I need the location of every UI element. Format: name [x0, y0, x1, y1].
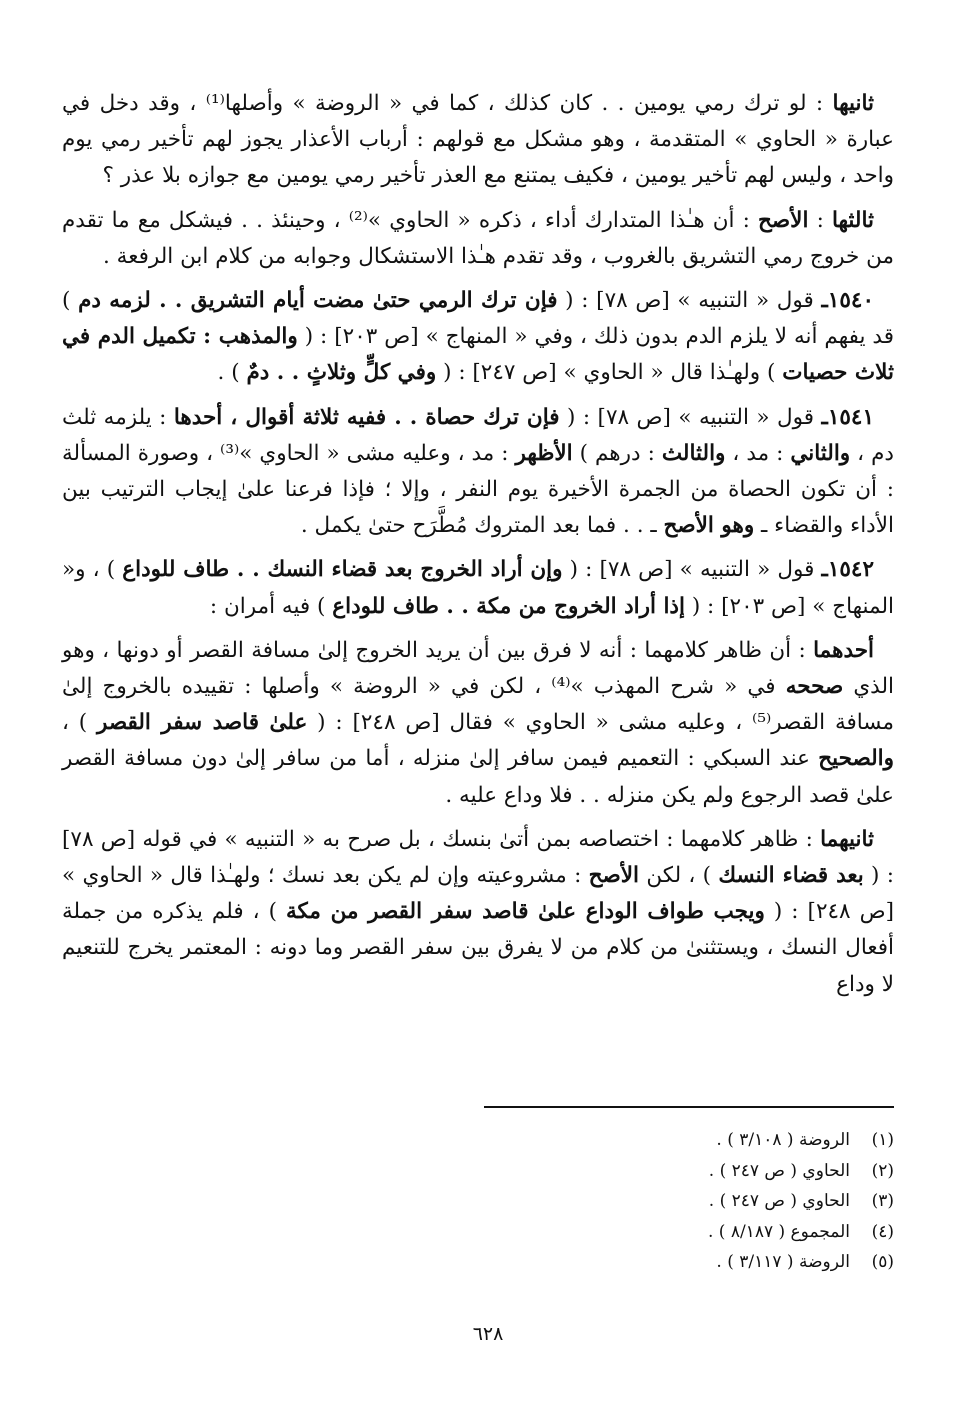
paragraph-text: ) ، لكن — [639, 863, 719, 889]
bold-quote: وإن أراد الخروج بعد قضاء النسك . . طاف للوداع — [122, 557, 563, 583]
footnotes — [534, 1125, 894, 1278]
footnote — [534, 1186, 894, 1217]
main-text — [62, 86, 894, 1011]
paragraph-text: : ظاهر كلامهما : اختصاصه بمن أتىٰ بنسك ، بل صرح به « التنبيه » في قوله [ص ٧٨] : ( — [62, 826, 894, 889]
paragraph-text: قول « التنبيه » [ص ٧٨] : ( — [559, 404, 822, 430]
separator: : — [808, 207, 832, 233]
paragraph-text: : مد ، — [725, 440, 791, 466]
footnote-separator — [484, 1106, 894, 1108]
bold-quote: فإن ترك حصاة . . ففيه ثلاثة أقوال ، أحدها — [173, 404, 560, 430]
paragraph-text: : مشروعيته وإن لم يكن بعد نسك ؛ ولهـٰذا قال « الحاوي » [ص ٢٤٨] : ( — [62, 863, 895, 925]
paragraph-text: ـ . . فما بعد المتروك مُطَّرَح حتىٰ يكمل . — [300, 513, 664, 539]
footnote-number: (٣) — [871, 1191, 894, 1211]
paragraph-text: في « شرح المهذب »⁽⁴⁾ ، لكن في « الروضة » وأصلها : تقييده بالخروج إلىٰ مسافة القصر⁽⁵⁾ ، وعليه مشى « الحاوي » فقال [ص ٢٤٨] : ( — [62, 674, 895, 736]
bold-quote: علىٰ قاصد سفر القصر — [96, 710, 308, 736]
bold-term: صححه — [785, 674, 844, 700]
footnote-number: (٤) — [871, 1221, 894, 1242]
footnote-number: (١) — [871, 1130, 894, 1150]
footnote — [534, 1247, 894, 1278]
paragraph-text: : أن هـٰذا المتدارك أداء ، ذكره « الحاوي »⁽²⁾ ، وحينئذ . . فيشكل مع ما تقدم من خروج رمي التشريق بالغروب ، وقد تقدم هـٰذا الاستشكال وجوابه من كلام ابن الرفعة . — [62, 207, 894, 269]
bold-quote: ويجب طواف الوداع علىٰ قاصد سفر القصر من مكة — [286, 899, 765, 925]
lead-word: ثالثها — [831, 207, 874, 233]
footnote-text: الروضة ( ٣/١٠٨ ) . — [716, 1130, 850, 1150]
footnote-text: الحاوي ( ص ٢٤٧ ) . — [708, 1160, 850, 1181]
bold-quote: وفي كلٍّ وثلاثٍ . . دمٌ — [246, 360, 437, 386]
paragraph-second-matter — [62, 822, 894, 1003]
paragraph-text: : يلزمه ثلث دم ، — [62, 404, 894, 466]
paragraph-text: قول « التنبيه » [ص ٧٨] : ( — [557, 288, 822, 314]
bold-quote: إذا أراد الخروج من مكة . . طاف للوداع — [332, 593, 685, 619]
bold-quote: والثاني — [790, 440, 851, 466]
footnote — [534, 1156, 894, 1187]
footnote-text: المجموع ( ٨/١٨٧ ) . — [707, 1221, 850, 1242]
lead-word: ثانيهما — [820, 826, 874, 852]
paragraph-1542 — [62, 552, 894, 624]
page-number: ٦٢٨ — [472, 1323, 504, 1345]
paragraph-text: : أن ظاهر كلامهما : أنه لا فرق بين أن يريد الخروج إلىٰ مسافة القصر أو دونها ، وهو الذي — [62, 637, 894, 700]
lead-word: أحدهما — [813, 637, 874, 663]
lead-word: ثانيها — [832, 91, 874, 116]
paragraph-text: ) فيه أمران : — [209, 593, 333, 619]
bold-quote: والثالث — [661, 440, 726, 466]
footnote-text: الروضة ( ٣/١١٧ ) . — [716, 1252, 850, 1272]
paragraph-1541 — [62, 400, 894, 545]
bold-term: والصحيح — [818, 746, 894, 772]
paragraph-text: ) . — [217, 360, 247, 386]
paragraph-text: ) قد يفهم أنه لا يلزم الدم بدون ذلك ، وفي « المنهاج » [ص ٢٠٣] : ( — [62, 288, 894, 350]
bold-quote: والمذهب : تكميل الدم في ثلاث حصيات — [62, 324, 894, 386]
paragraph-1540 — [62, 283, 894, 392]
footnote-text: الحاوي ( ص ٢٤٧ ) . — [708, 1191, 850, 1211]
footnote — [534, 1217, 894, 1248]
paragraph-text: : لو ترك رمي يومين . . كان كذلك ، كما في « الروضة » وأصلها⁽¹⁾ ، وقد دخل في عبارة « الحاوي » المتقدمة ، وهو مشكل مع قولهم : أرباب الأعذار يجوز لهم تأخير رمي يوم واحد ، وليس لهم تأخير يومين ، فكيف يمتنع مع العذر تأخير رمي يومين مع جوازه بلا عذر ؟ — [62, 91, 894, 189]
paragraph-text: : مد ، وعليه مشى « الحاوي »⁽³⁾ ، وصورة المسألة : أن تكون الحصاة من الجمرة الأخيرة يوم النفر ، وإلا ؛ فإذا فرعنا علىٰ إيجاب الترتيب بين الأداء والقضاء ـ — [62, 440, 894, 539]
footnote-number: (٥) — [871, 1252, 894, 1272]
paragraph-text: قول « التنبيه » [ص ٧٨] : ( — [562, 557, 822, 583]
paragraph-text: ) ، فلم يذكره من جملة أفعال النسك ، ويستثنىٰ من كلام من لا يفرق بين سفر القصر وما دونه : المعتمر يخرج للتنعيم لا وداع — [62, 899, 894, 997]
footnote — [534, 1125, 894, 1156]
section-number: ١٥٤٠ـ — [821, 288, 874, 314]
paragraph-second-issue — [62, 86, 894, 195]
paragraph-text: ) ، و« المنهاج » [ص ٢٠٣] : ( — [62, 557, 894, 619]
bold-term: الأظهر — [515, 440, 573, 466]
paragraph-text: ) ولهـٰذا قال « الحاوي » [ص ٢٤٧] : ( — [436, 360, 783, 386]
paragraph-text: ) ، — [62, 710, 97, 736]
section-number: ١٥٤٢ـ — [821, 557, 875, 583]
bold-term: الأصح — [588, 863, 640, 889]
bold-quote: بعد قضاء النسك — [718, 863, 864, 889]
paragraph-text: : درهم ) — [572, 440, 662, 466]
paragraph-text: عند السبكي : التعميم فيمن سافر إلىٰ منزله ، أما من سافر إلىٰ دون مسافة القصر علىٰ قصد الرجوع ولم يكن منزله . . فلا وداع عليه . — [62, 746, 894, 808]
bold-term: الأصح — [758, 207, 809, 233]
paragraph-third-issue — [62, 203, 894, 275]
paragraph-first-matter — [62, 633, 894, 814]
bold-term: وهو الأصح — [663, 513, 755, 539]
footnote-number: (٢) — [871, 1160, 894, 1181]
bold-quote: فإن ترك الرمي حتىٰ مضت أيام التشريق . . لزمه دم — [78, 288, 558, 314]
section-number: ١٥٤١ـ — [821, 404, 875, 430]
